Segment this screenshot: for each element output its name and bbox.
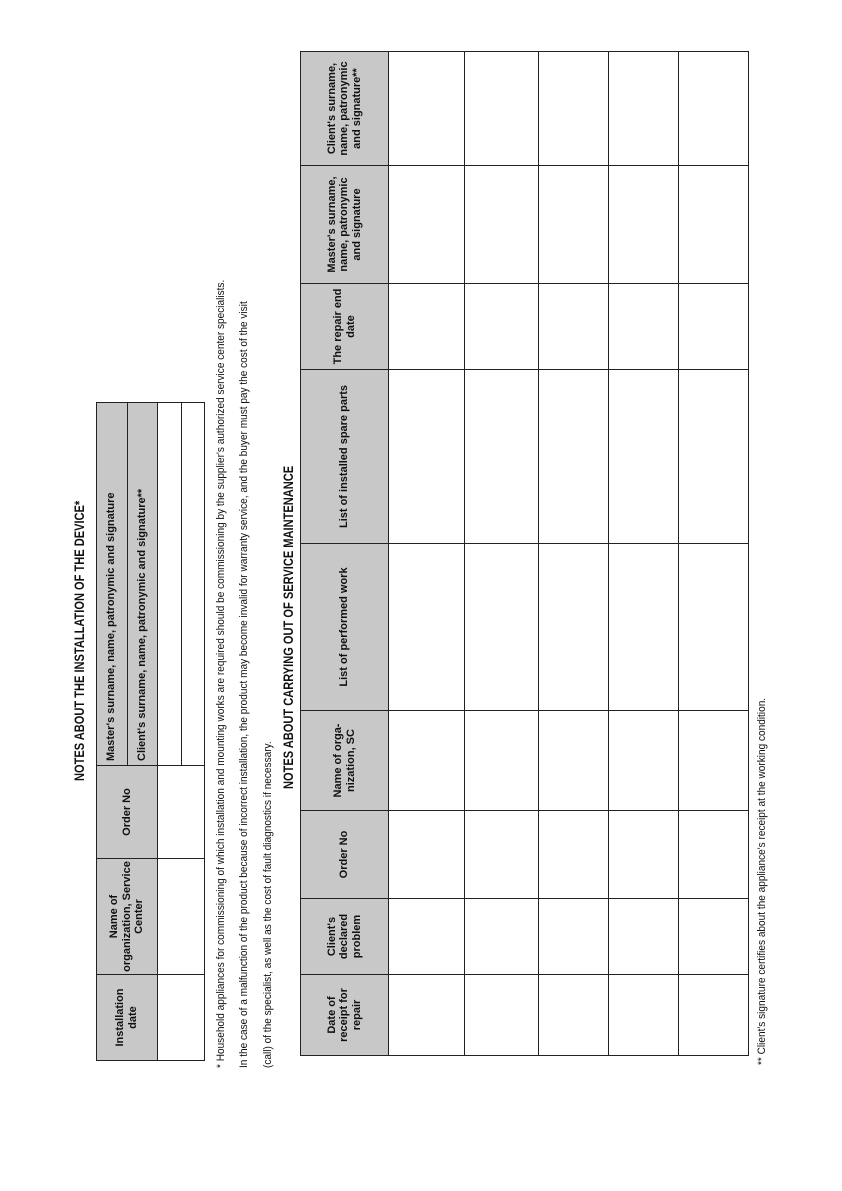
maintenance-cell: [465, 284, 539, 370]
maintenance-cell: [389, 975, 465, 1056]
maintenance-cell: [465, 899, 539, 975]
maintenance-cell: [389, 166, 465, 284]
maintenance-cell: [679, 711, 749, 811]
installation-master-header: Master's surname, name, patronymic and signature: [97, 403, 128, 766]
maintenance-cell: [389, 899, 465, 975]
maintenance-cell: [679, 899, 749, 975]
maintenance-cell: [465, 544, 539, 711]
note-line-3: (call) of the specialist, as well as the cost of fault diagnostics if necessary.: [262, 741, 274, 1068]
maintenance-cell: [465, 975, 539, 1056]
maintenance-client-header: Client's surname, name, patronymic and signature**: [301, 52, 389, 166]
note-line-2: In the case of a malfunction of the product because of incorrect installation, the product may become invalid for warranty service, and the buyer must pay the cost of the visit: [238, 301, 250, 1068]
maintenance-cell: [465, 811, 539, 899]
maintenance-cell: [609, 975, 679, 1056]
maintenance-row: [465, 52, 539, 1056]
maintenance-master-header: Master's surname, name, patronymic and signature: [301, 166, 389, 284]
maintenance-cell: [609, 166, 679, 284]
maintenance-cell: [679, 52, 749, 166]
maintenance-cell: [539, 899, 609, 975]
installation-client-cell: [181, 403, 205, 766]
installation-date-header: Installation date: [97, 975, 158, 1061]
maintenance-cell: [539, 711, 609, 811]
maintenance-cell: [609, 52, 679, 166]
installation-order-header: Order No: [97, 766, 158, 859]
installation-client-header: Client's surname, name, patronymic and signature**: [127, 403, 158, 766]
maintenance-org-header: Name of orga-nization, SC: [301, 711, 389, 811]
maintenance-cell: [609, 284, 679, 370]
maintenance-cell: [679, 811, 749, 899]
maintenance-cell: [679, 544, 749, 711]
footnote: ** Client's signature certifies about the appliance's receipt at the working condition.: [756, 697, 768, 1065]
maintenance-cell: [539, 370, 609, 544]
maintenance-row: [389, 52, 465, 1056]
maintenance-cell: [539, 544, 609, 711]
maintenance-title: NOTES ABOUT CARRYING OUT OF SERVICE MAINTENANCE: [281, 465, 296, 789]
maintenance-cell: [539, 52, 609, 166]
maintenance-cell: [679, 166, 749, 284]
maintenance-cell: [609, 711, 679, 811]
installation-row: [158, 403, 182, 1061]
installation-master-cell: [158, 403, 182, 766]
maintenance-cell: [465, 166, 539, 284]
installation-date-cell: [158, 975, 205, 1061]
installation-title: NOTES ABOUT THE INSTALLATION OF THE DEVICE*: [72, 500, 87, 781]
maintenance-table: [300, 51, 749, 1056]
maintenance-order-header: Order No: [301, 811, 389, 899]
maintenance-cell: [539, 975, 609, 1056]
maintenance-row: [679, 52, 749, 1056]
maintenance-cell: [609, 370, 679, 544]
maintenance-cell: [679, 975, 749, 1056]
maintenance-cell: [679, 370, 749, 544]
maintenance-cell: [389, 284, 465, 370]
maintenance-cell: [609, 899, 679, 975]
installation-org-cell: [158, 859, 205, 975]
maintenance-cell: [539, 284, 609, 370]
maintenance-row: [539, 52, 609, 1056]
maintenance-cell: [389, 52, 465, 166]
installation-table: [96, 402, 205, 1061]
maintenance-end-header: The repair end date: [301, 284, 389, 370]
maintenance-problem-header: Client's declared problem: [301, 899, 389, 975]
maintenance-cell: [465, 711, 539, 811]
maintenance-cell: [539, 166, 609, 284]
maintenance-cell: [465, 52, 539, 166]
maintenance-cell: [389, 711, 465, 811]
maintenance-parts-header: List of installed spare parts: [301, 370, 389, 544]
maintenance-cell: [609, 811, 679, 899]
maintenance-row: [609, 52, 679, 1056]
maintenance-cell: [389, 811, 465, 899]
installation-org-header: Name of organization, Service Center: [97, 859, 158, 975]
maintenance-cell: [465, 370, 539, 544]
maintenance-cell: [389, 544, 465, 711]
maintenance-work-header: List of performed work: [301, 544, 389, 711]
note-line-1: * Household appliances for commissioning of which installation and mounting works are required should be commissioning by the supplier's authorized service center specialists.: [215, 279, 227, 1068]
maintenance-cell: [389, 370, 465, 544]
maintenance-cell: [539, 811, 609, 899]
maintenance-cell: [679, 284, 749, 370]
installation-order-cell: [158, 766, 205, 859]
maintenance-cell: [609, 544, 679, 711]
maintenance-receipt-header: Date of receipt for repair: [301, 975, 389, 1056]
